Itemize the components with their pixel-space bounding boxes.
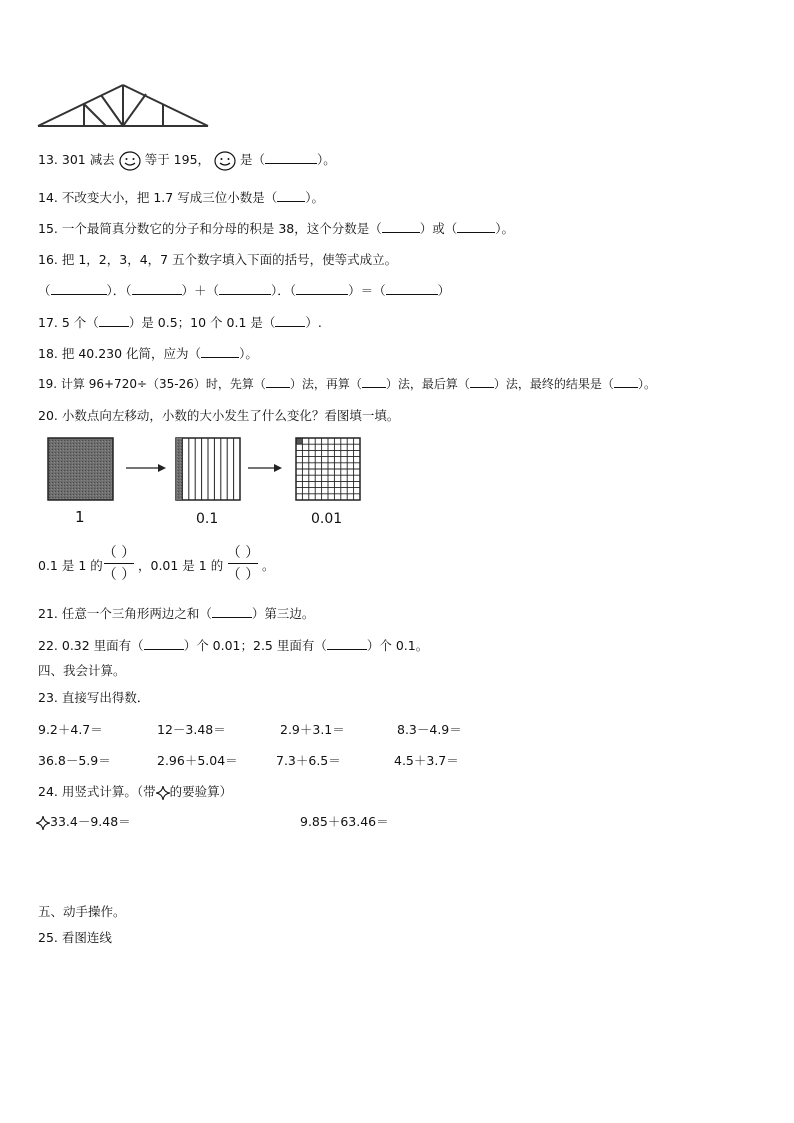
answer-blank[interactable] [265,151,317,164]
section-heading: 四、我会计算。 [38,663,126,678]
question-17: 17. 5 个（ ）是 0.5；10 个 0.1 是（ ）. [38,315,322,330]
question-13: 13. 301 减去 等于 195， 是（ ）。 [38,150,336,171]
question-20: 20. 小数点向左移动，小数的大小发生了什么变化？看图填一填。 [38,408,400,423]
calc-item: 36.8－5.9＝ [38,753,111,768]
question-16-equation: （ ）．（ ）＋（ ）．（ ）＝（ ） [38,283,451,298]
fraction-fill-line: 0.1 是 1 的 [38,558,103,573]
answer-blank[interactable] [277,189,305,202]
calc-item: 8.3－4.9＝ [397,722,462,737]
label-tenth: 0.1 [196,511,219,527]
question-16: 16. 把 1，2，3，4，7 五个数字填入下面的括号，使等式成立。 [38,252,398,267]
answer-blank[interactable] [386,282,438,295]
label-hundredth: 0.01 [311,511,343,527]
fraction-blank[interactable]: （ ） （ ） [226,545,260,583]
calc-item: 9.2＋4.7＝ [38,722,103,737]
section-heading: 五、动手操作。 [38,904,126,919]
answer-blank[interactable] [266,375,290,388]
answer-blank[interactable] [212,605,252,618]
question-25: 25. 看图连线 [38,930,112,945]
question-21: 21. 任意一个三角形两边之和（ ）第三边。 [38,606,315,621]
answer-blank[interactable] [275,314,305,327]
answer-blank[interactable] [219,282,271,295]
answer-blank[interactable] [201,345,239,358]
answer-blank[interactable] [457,220,495,233]
answer-blank[interactable] [470,375,494,388]
hundredths-square [296,438,360,500]
answer-blank[interactable] [99,314,129,327]
vertical-calc-item: 9.85＋63.46＝ [300,814,389,829]
answer-blank[interactable] [382,220,420,233]
roof-truss-figure [36,80,212,132]
vertical-calc-item: 33.4－9.48＝ [36,812,131,830]
answer-blank[interactable] [296,282,348,295]
answer-blank[interactable] [132,282,182,295]
four-point-star-icon [36,816,50,830]
question-14: 14. 不改变大小，把 1.7 写成三位小数是（ ）。 [38,190,324,205]
question-15: 15. 一个最简真分数它的分子和分母的积是 38，这个分数是（ ）或（ ）。 [38,221,515,236]
fraction-blank[interactable]: （ ） （ ） [102,545,136,583]
question-number: 13. [38,152,58,167]
question-23: 23. 直接写出得数． [38,690,150,705]
answer-blank[interactable] [144,637,184,650]
answer-blank[interactable] [614,375,638,388]
smiley-icon [119,151,141,171]
question-19: 19. 计算 96+720÷（35-26）时，先算（ ）法，再算（ ）法，最后算（ ）法，最终的结果是（ ）。 [38,377,656,391]
calc-item: 2.96＋5.04＝ [157,753,238,768]
question-22: 22. 0.32 里面有（ ）个 0.01；2.5 里面有（ ）个 0.1。 [38,638,429,653]
tenths-square [176,438,240,500]
calc-item: 12－3.48＝ [157,722,226,737]
calc-item: 7.3＋6.5＝ [276,753,341,768]
calc-item: 2.9＋3.1＝ [280,722,345,737]
calc-item: 4.5＋3.7＝ [394,753,459,768]
answer-blank[interactable] [327,637,367,650]
question-24: 24. 用竖式计算。（带 的要验算） [38,784,233,799]
question-18: 18. 把 40.230 化简，应为（ ）。 [38,346,258,361]
answer-blank[interactable] [362,375,386,388]
four-point-star-icon [156,786,170,800]
smiley-icon [214,151,236,171]
whole-square [48,438,113,500]
answer-blank[interactable] [51,282,107,295]
label-one: 1 [75,508,85,526]
